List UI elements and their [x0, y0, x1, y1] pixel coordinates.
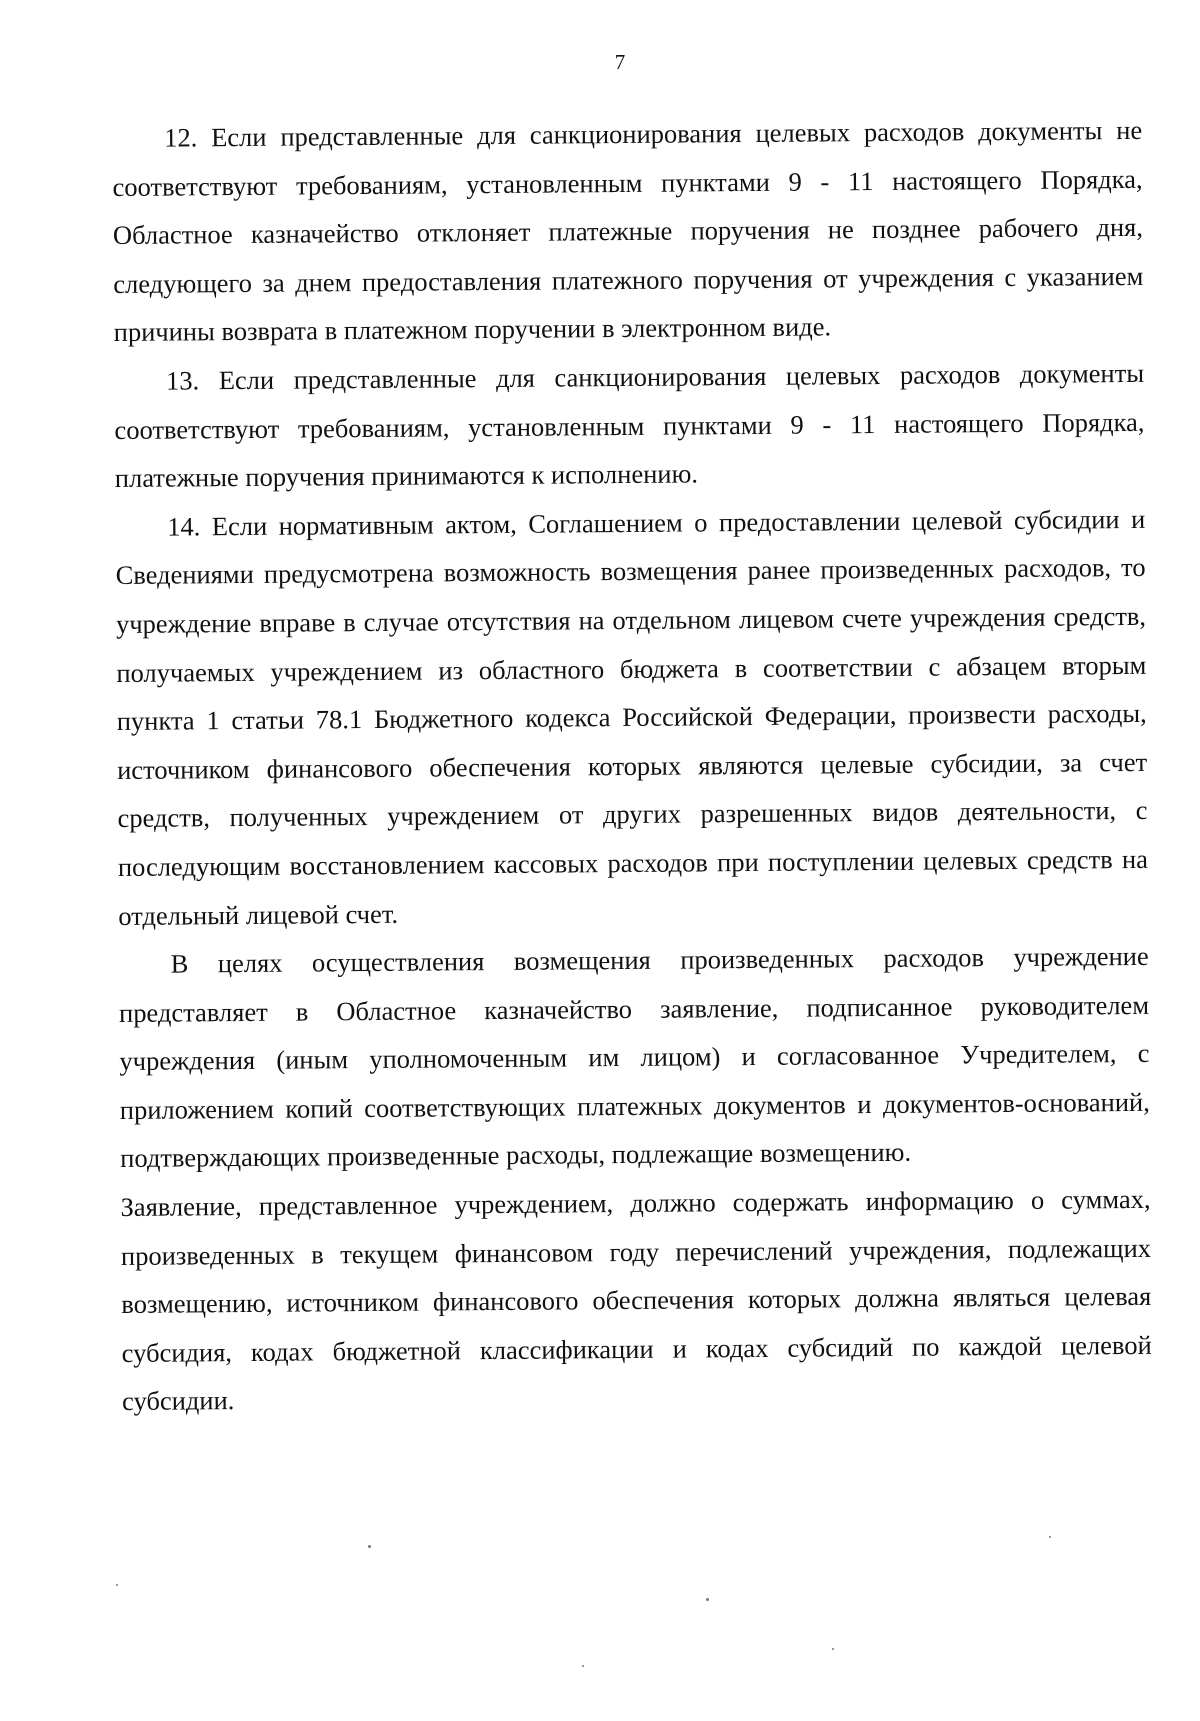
scan-speck	[116, 1584, 118, 1586]
paragraph-13: 13. Если представленные для санкционирования целевых расходов документы соответствуют требованиям, установленным пунктами 9 - 11 настоящего Порядка, платежные поручения принимаются к исполнению.	[114, 357, 1145, 494]
document-body	[112, 106, 1152, 1426]
page-number: 7	[614, 50, 626, 74]
scan-speck	[368, 1545, 371, 1548]
paragraph-reimbursement-procedure: В целях осуществления возмещения произведенных расходов учреждение представляет в Областное казначейство заявление, подписанное руководителем учреждения (иным уполномоченным им лицом) и согласованное Учредителем, с приложением копий соответствующих платежных документов и документов-оснований, подтверждающих произведенные расходы, подлежащие возмещению.	[118, 940, 1150, 1174]
scan-speck	[1049, 1536, 1051, 1538]
paragraph-14: 14. Если нормативным актом, Соглашением о предоставлении целевой субсидии и Сведениями предусмотрена возможность возмещения ранее произведенных расходов, то учреждение вправе в случае отсутствия на отдельном лицевом счете учреждения средств, получаемых учреждением из областного бюджета в соответствии с абзацем вторым пункта 1 статьи 78.1 Бюджетного кодекса Российской Федерации, произвести расходы, источником финансового обеспечения которых являются целевые субсидии, за счет средств, полученных учреждением от других разрешенных видов деятельности, с последующим восстановлением кассовых расходов при поступлении целевых средств на отдельный лицевой счет.	[115, 503, 1148, 931]
scan-speck	[582, 1665, 584, 1667]
scan-speck	[832, 1648, 834, 1650]
scan-speck	[706, 1598, 709, 1601]
paragraph-12: 12. Если представленные для санкционирования целевых расходов документы не соответствуют требованиям, установленным пунктами 9 - 11 настоящего Порядка, Областное казначейство отклоняет платежные поручения не позднее рабочего дня, следующего за днем предоставления платежного поручения от учреждения с указанием причины возврата в платежном поручении в электронном виде.	[112, 114, 1144, 348]
paragraph-application-content: Заявление, представленное учреждением, должно содержать информацию о суммах, произведенных в текущем финансовом году перечислений учреждения, подлежащих возмещению, источником финансового обеспечения которых должна являться целевая субсидия, кодах бюджетной классификации и кодах субсидий по каждой целевой субсидии.	[120, 1183, 1152, 1417]
